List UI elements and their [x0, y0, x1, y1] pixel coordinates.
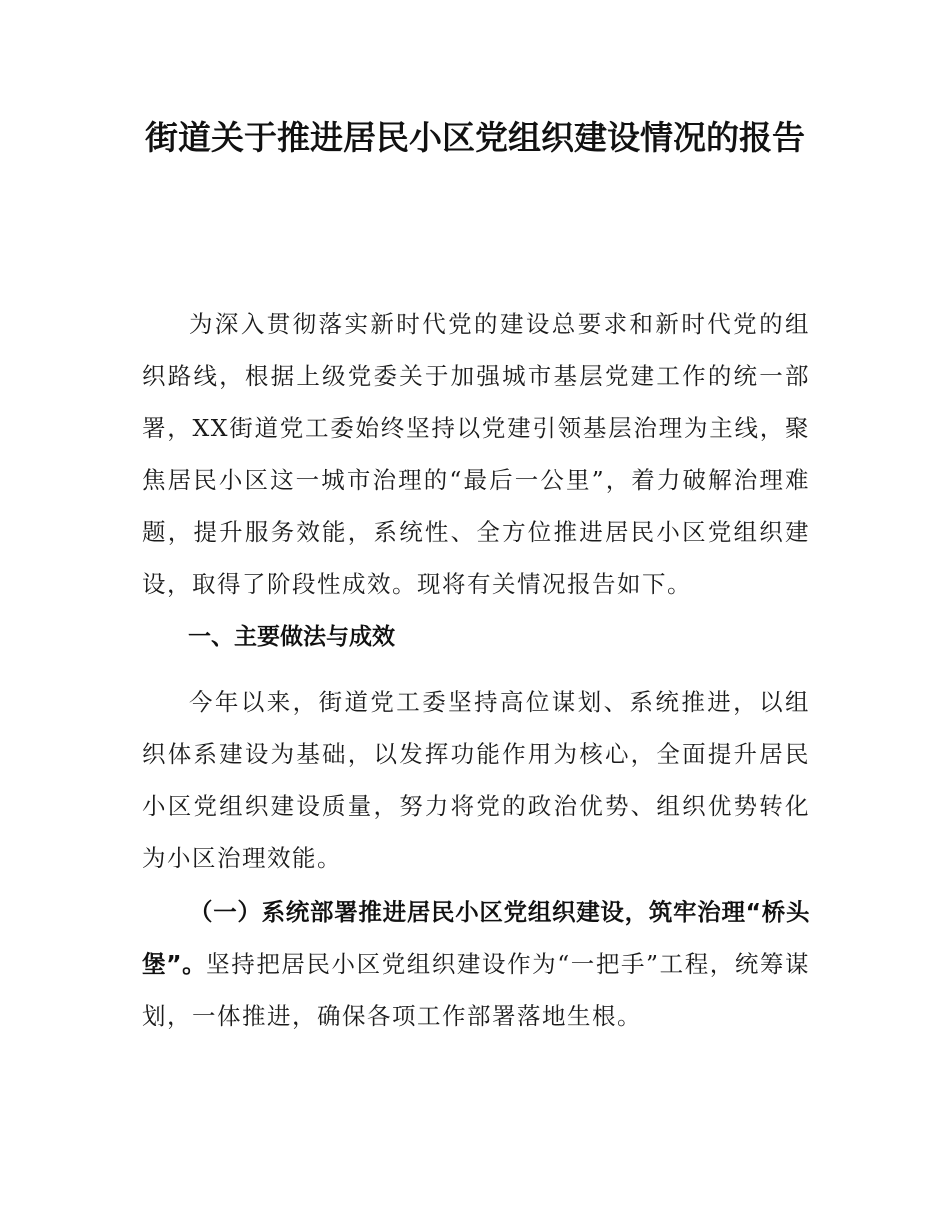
intro-paragraph: 为深入贯彻落实新时代党的建设总要求和新时代党的组织路线，根据上级党委关于加强城市基层党建工作的统一部署，XX街道党工委始终坚持以党建引领基层治理为主线，聚焦居民小区这一城市治理的“最后一公里”，着力破解治理难题，提升服务效能，系统性、全方位推进居民小区党组织建设，取得了阶段性成效。现将有关情况报告如下。 [142, 310, 810, 598]
section-heading-1: 一、主要做法与成效 [188, 624, 395, 650]
subsection-1-body: 坚持把居民小区党组织建设作为“一把手”工程，统筹谋划，一体推进，确保各项工作部署落地生根。 [142, 950, 810, 1030]
subsection-1-paragraph [142, 886, 810, 1042]
document-title: 街道关于推进居民小区党组织建设情况的报告 [145, 118, 805, 157]
subsection-1-lead: （一）系统部署推进居民小区党组织建设，筑牢治理“桥头堡”。 [142, 898, 810, 978]
section-1-paragraph: 今年以来，街道党工委坚持高位谋划、系统推进，以组织体系建设为基础，以发挥功能作用为核心，全面提升居民小区党组织建设质量，努力将党的政治优势、组织优势转化为小区治理效能。 [142, 688, 810, 872]
